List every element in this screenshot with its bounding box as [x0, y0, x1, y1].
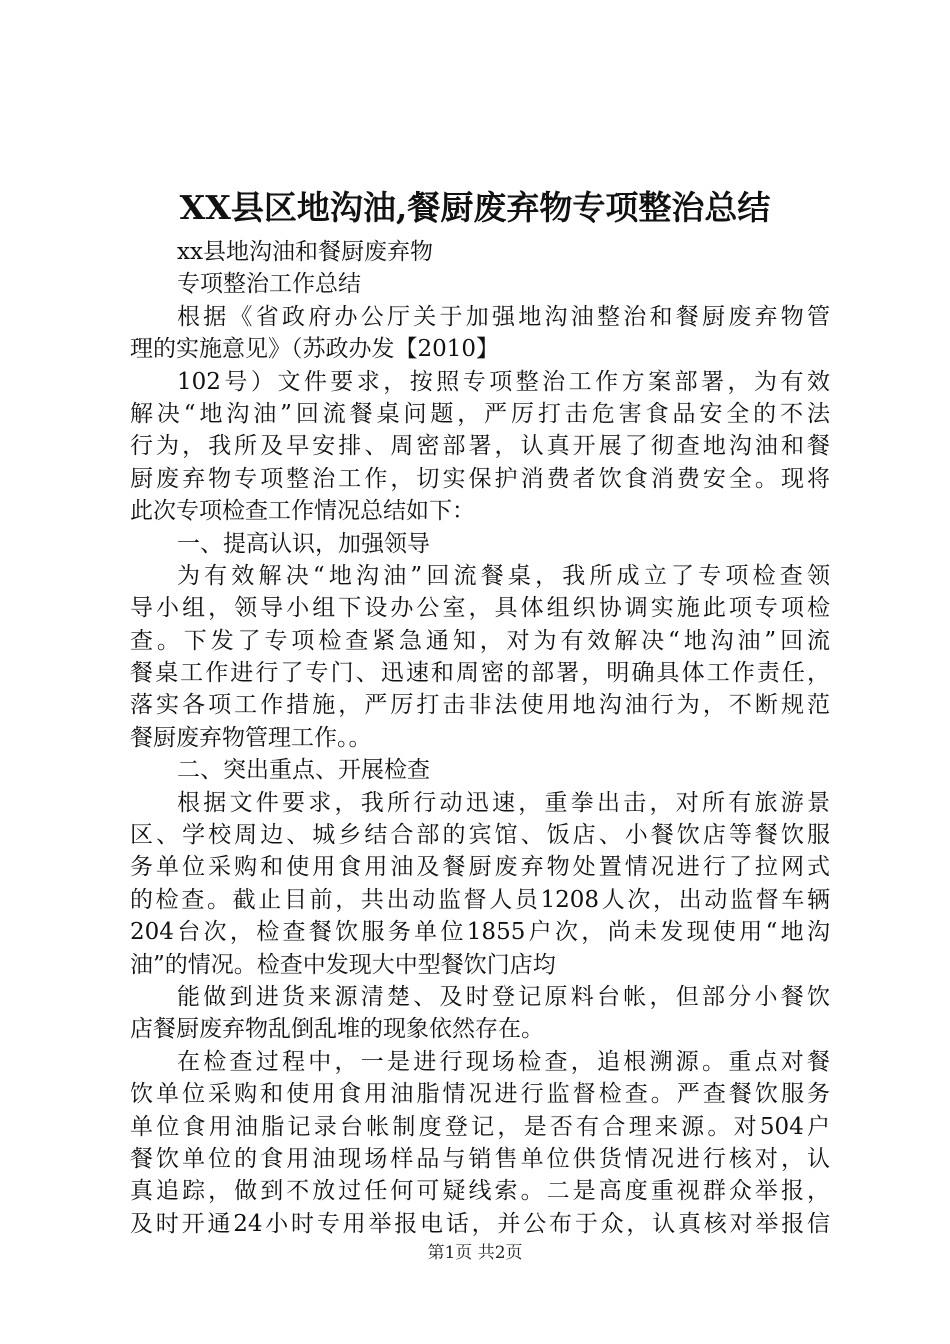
text-line: 务单位采购和使用食用油及餐厨废弃物处置情况进行了拉网式	[130, 854, 830, 881]
text-line: 102号）文件要求，按照专项整治工作方案部署，为有效	[177, 368, 830, 395]
text-line: 根据《省政府办公厅关于加强地沟油整治和餐厨废弃物管	[177, 303, 830, 330]
text-line: 能做到进货来源清楚、及时登记原料台帐，但部分小餐饮	[177, 983, 830, 1010]
text-line: 204台次，检查餐饮服务单位1855户次，尚未发现使用“地沟	[130, 919, 830, 946]
text-line: 查。下发了专项检查紧急通知，对为有效解决“地沟油”回流	[130, 627, 830, 654]
text-line: 根据文件要求，我所行动迅速，重拳出击，对所有旅游景	[177, 789, 830, 816]
text-line: 的检查。截止目前，共出动监督人员1208人次，出动监督车辆	[130, 886, 830, 913]
text-line: 真追踪，做到不放过任何可疑线索。二是高度重视群众举报，	[130, 1178, 830, 1205]
text-line: 行为，我所及早安排、周密部署，认真开展了彻查地沟油和餐	[130, 433, 830, 460]
text-line: 餐厨废弃物管理工作。。	[130, 724, 372, 751]
text-line: 落实各项工作措施，严厉打击非法使用地沟油行为，不断规范	[130, 692, 830, 719]
text-line: 厨废弃物专项整治工作，切实保护消费者饮食消费安全。现将	[130, 465, 830, 492]
page-footer: 第1页 共2页	[427, 1243, 523, 1263]
text-line: 餐饮单位的食用油现场样品与销售单位供货情况进行核对，认	[130, 1145, 830, 1172]
document-body	[130, 236, 830, 1240]
text-line: 油”的情况。检查中发现大中型餐饮门店均	[130, 951, 556, 978]
text-line: 区、学校周边、城乡结合部的宾馆、饭店、小餐饮店等餐饮服	[130, 822, 830, 849]
text-line: 专项整治工作总结	[177, 271, 361, 298]
document-title: XX县区地沟油,餐厨废弃物专项整治总结	[179, 188, 771, 227]
text-line: 在检查过程中，一是进行现场检查，追根溯源。重点对餐	[177, 1048, 830, 1075]
text-line: 导小组，领导小组下设办公室，具体组织协调实施此项专项检	[130, 595, 830, 622]
text-line: 一、提高认识，加强领导	[177, 530, 430, 557]
text-line: 及时开通24小时专用举报电话，并公布于众，认真核对举报信	[130, 1210, 830, 1237]
text-line: 解决“地沟油”回流餐桌问题，严厉打击危害食品安全的不法	[130, 400, 830, 427]
text-line: 单位食用油脂记录台帐制度登记，是否有合理来源。对504户	[130, 1113, 830, 1140]
text-line: 餐桌工作进行了专门、迅速和周密的部署，明确具体工作责任，	[130, 660, 830, 687]
text-line: 理的实施意见》（苏政办发【2010】	[130, 336, 500, 363]
text-line: xx县地沟油和餐厨废弃物	[177, 239, 433, 265]
text-line: 此次专项检查工作情况总结如下：	[130, 498, 475, 525]
text-line: 店餐厨废弃物乱倒乱堆的现象依然存在。	[130, 1016, 544, 1043]
text-line: 饮单位采购和使用食用油脂情况进行监督检查。严查餐饮服务	[130, 1081, 830, 1108]
text-line: 二、突出重点、开展检查	[177, 757, 430, 784]
text-line: 为有效解决“地沟油”回流餐桌，我所成立了专项检查领	[177, 562, 830, 589]
